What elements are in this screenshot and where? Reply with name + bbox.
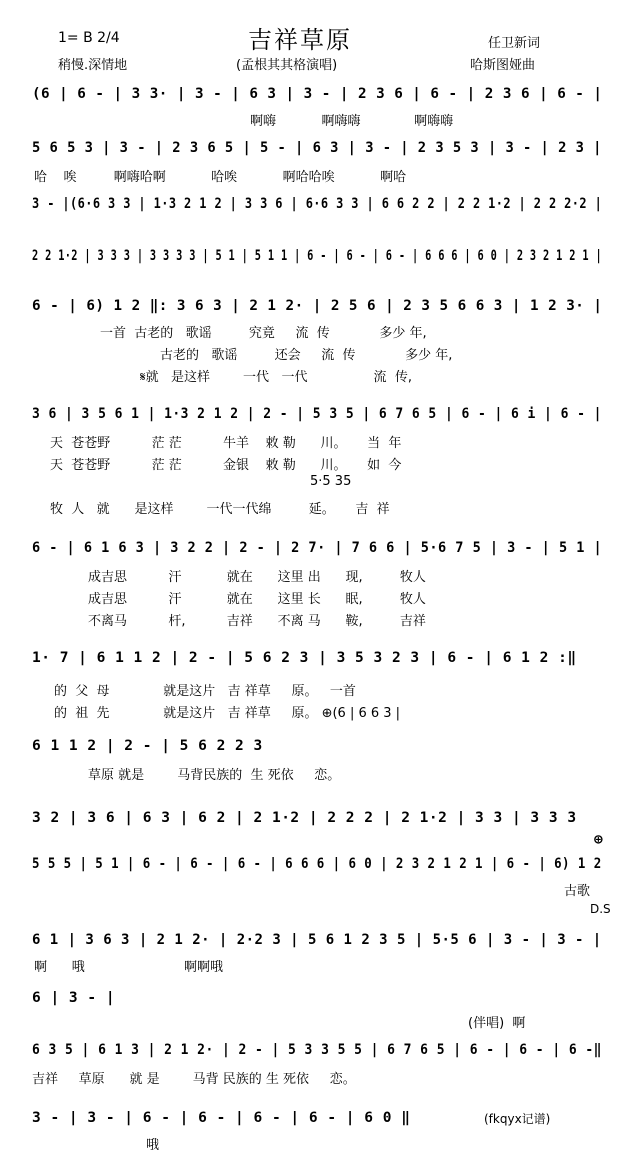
notation-line: 3 2 | 3 6 | 6 3 | 6 2 | 2 1·2 | 2 2 2 | 2 1·2 | 3 3 | 3 3 3 xyxy=(32,810,577,826)
notation-line: 6 - | 6) 1 2 ‖: 3 6 3 | 2 1 2· | 2 5 6 | 2 3 5 6 6 3 | 1 2 3· | xyxy=(32,298,603,314)
lyric-line: 啊嗨 啊嗨嗨 啊嗨嗨 xyxy=(250,114,454,129)
lyric-line: 啊 哦 啊啊哦 xyxy=(34,960,223,975)
lyric-line: 一首 古老的 歌谣 究竟 流 传 多少 年, xyxy=(100,326,427,341)
lyric-line: 天 苍苍野 茫 茫 金银 敕 勒 川。 如 今 xyxy=(50,458,402,473)
lyric-line: 天 苍苍野 茫 茫 牛羊 敕 勒 川。 当 年 xyxy=(50,436,402,451)
notation-line: 1· 7 | 6 1 1 2 | 2 - | 5 6 2 3 | 3 5 3 2 3 | 6 - | 6 1 2 :‖ xyxy=(32,650,577,666)
notation-line: 6 1 | 3 6 3 | 2 1 2· | 2·2 3 | 5 6 1 2 3 5 | 5·5 6 | 3 - | 3 - | xyxy=(32,932,602,948)
lyric-line: 哦 xyxy=(146,1138,160,1153)
notation-line: 3 - |(6·6 3 3 | 1·3 2 1 2 | 3 3 6 | 6·6 3 3 | 6 6 2 2 | 2 2 1·2 | 2 2 2·2 | xyxy=(32,196,603,212)
lyric-line: 的 父 母 就是这片 吉 祥草 原。 一首 xyxy=(54,684,356,699)
lyricist: 任卫新词 xyxy=(488,36,541,51)
key-signature: 1= B 2/4 xyxy=(58,30,120,46)
composer: 哈斯图娅曲 xyxy=(470,58,536,73)
lyric-line: 古歌 xyxy=(564,884,591,899)
lyric-line: 古老的 歌谣 还会 流 传 多少 年, xyxy=(160,348,453,363)
notation-line: 3 6 | 3 5 6 1 | 1·3 2 1 2 | 2 - | 5 3 5 | 6 7 6 5 | 6 - | 6 i | 6 - | xyxy=(32,406,602,422)
notation-line: 2 2 1·2 | 3 3 3 | 3 3 3 3 | 5 1 | 5 1 1 | 6 - | 6 - | 6 - | 6 6 6 | 6 0 | 2 3 2 1 2 1 | xyxy=(32,248,602,264)
lyric-line: (伴唱) 啊 xyxy=(468,1016,526,1031)
tempo-marking: 稍慢.深情地 xyxy=(58,58,128,73)
lyric-line: 牧 人 就 是这样 一代一代绵 延。 吉 祥 xyxy=(50,502,390,517)
lyric-line: 哈 唉 啊嗨哈啊 哈唉 啊哈哈唉 啊哈 xyxy=(34,170,407,185)
lyric-line: 成吉思 汗 就在 这里 出 现, 牧人 xyxy=(88,570,426,585)
notation-line: 6 - | 6 1 6 3 | 3 2 2 | 2 - | 2 7· | 7 6 6 | 5·6 7 5 | 3 - | 5 1 | xyxy=(32,540,603,556)
lyric-line: 𝄋就 是这样 一代 一代 流 传, xyxy=(140,370,412,385)
coda-mark: ⊕ xyxy=(594,832,604,848)
lyric-line: 不离马 杆, 吉祥 不离 马 鞍, 吉祥 xyxy=(88,614,426,629)
lyric-line: 5·5 35 xyxy=(310,474,352,489)
lyric-line: 草原 就是 马背民族的 生 死依 恋。 xyxy=(88,768,341,783)
ds-mark: D.S xyxy=(590,902,611,916)
lyric-line: 的 祖 先 就是这片 吉 祥草 原。 ⊕(6 | 6 6 3 | xyxy=(54,706,401,721)
notation-line: 3 - | 3 - | 6 - | 6 - | 6 - | 6 - | 6 0 ‖ xyxy=(32,1110,411,1126)
performer: (孟根其其格演唱) xyxy=(236,58,338,73)
notation-line: 5 6 5 3 | 3 - | 2 3 6 5 | 5 - | 6 3 | 3 - | 2 3 5 3 | 3 - | 2 3 | xyxy=(32,140,602,156)
lyric-line: 吉祥 草原 就 是 马背 民族的 生 死依 恋。 xyxy=(32,1072,356,1087)
notation-line: (6 | 6 - | 3 3· | 3 - | 6 3 | 3 - | 2 3 6 | 6 - | 2 3 6 | 6 - | xyxy=(32,86,603,102)
notation-line: 6 | 3 - | xyxy=(32,990,116,1006)
notation-line: 6 1 1 2 | 2 - | 5 6 2 2 3 xyxy=(32,738,263,754)
notation-line: 5 5 5 | 5 1 | 6 - | 6 - | 6 - | 6 6 6 | 6 0 | 2 3 2 1 2 1 | 6 - | 6) 1 2 xyxy=(32,856,602,872)
lyric-line: 成吉思 汗 就在 这里 长 眠, 牧人 xyxy=(88,592,426,607)
notation-line: 6 3 5 | 6 1 3 | 2 1 2· | 2 - | 5 3 3 5 5 | 6 7 6 5 | 6 - | 6 - | 6 -‖ xyxy=(32,1042,602,1058)
song-title: 吉祥草原 xyxy=(248,26,352,54)
transcriber-credit: (fkqyx记谱) xyxy=(484,1112,551,1126)
